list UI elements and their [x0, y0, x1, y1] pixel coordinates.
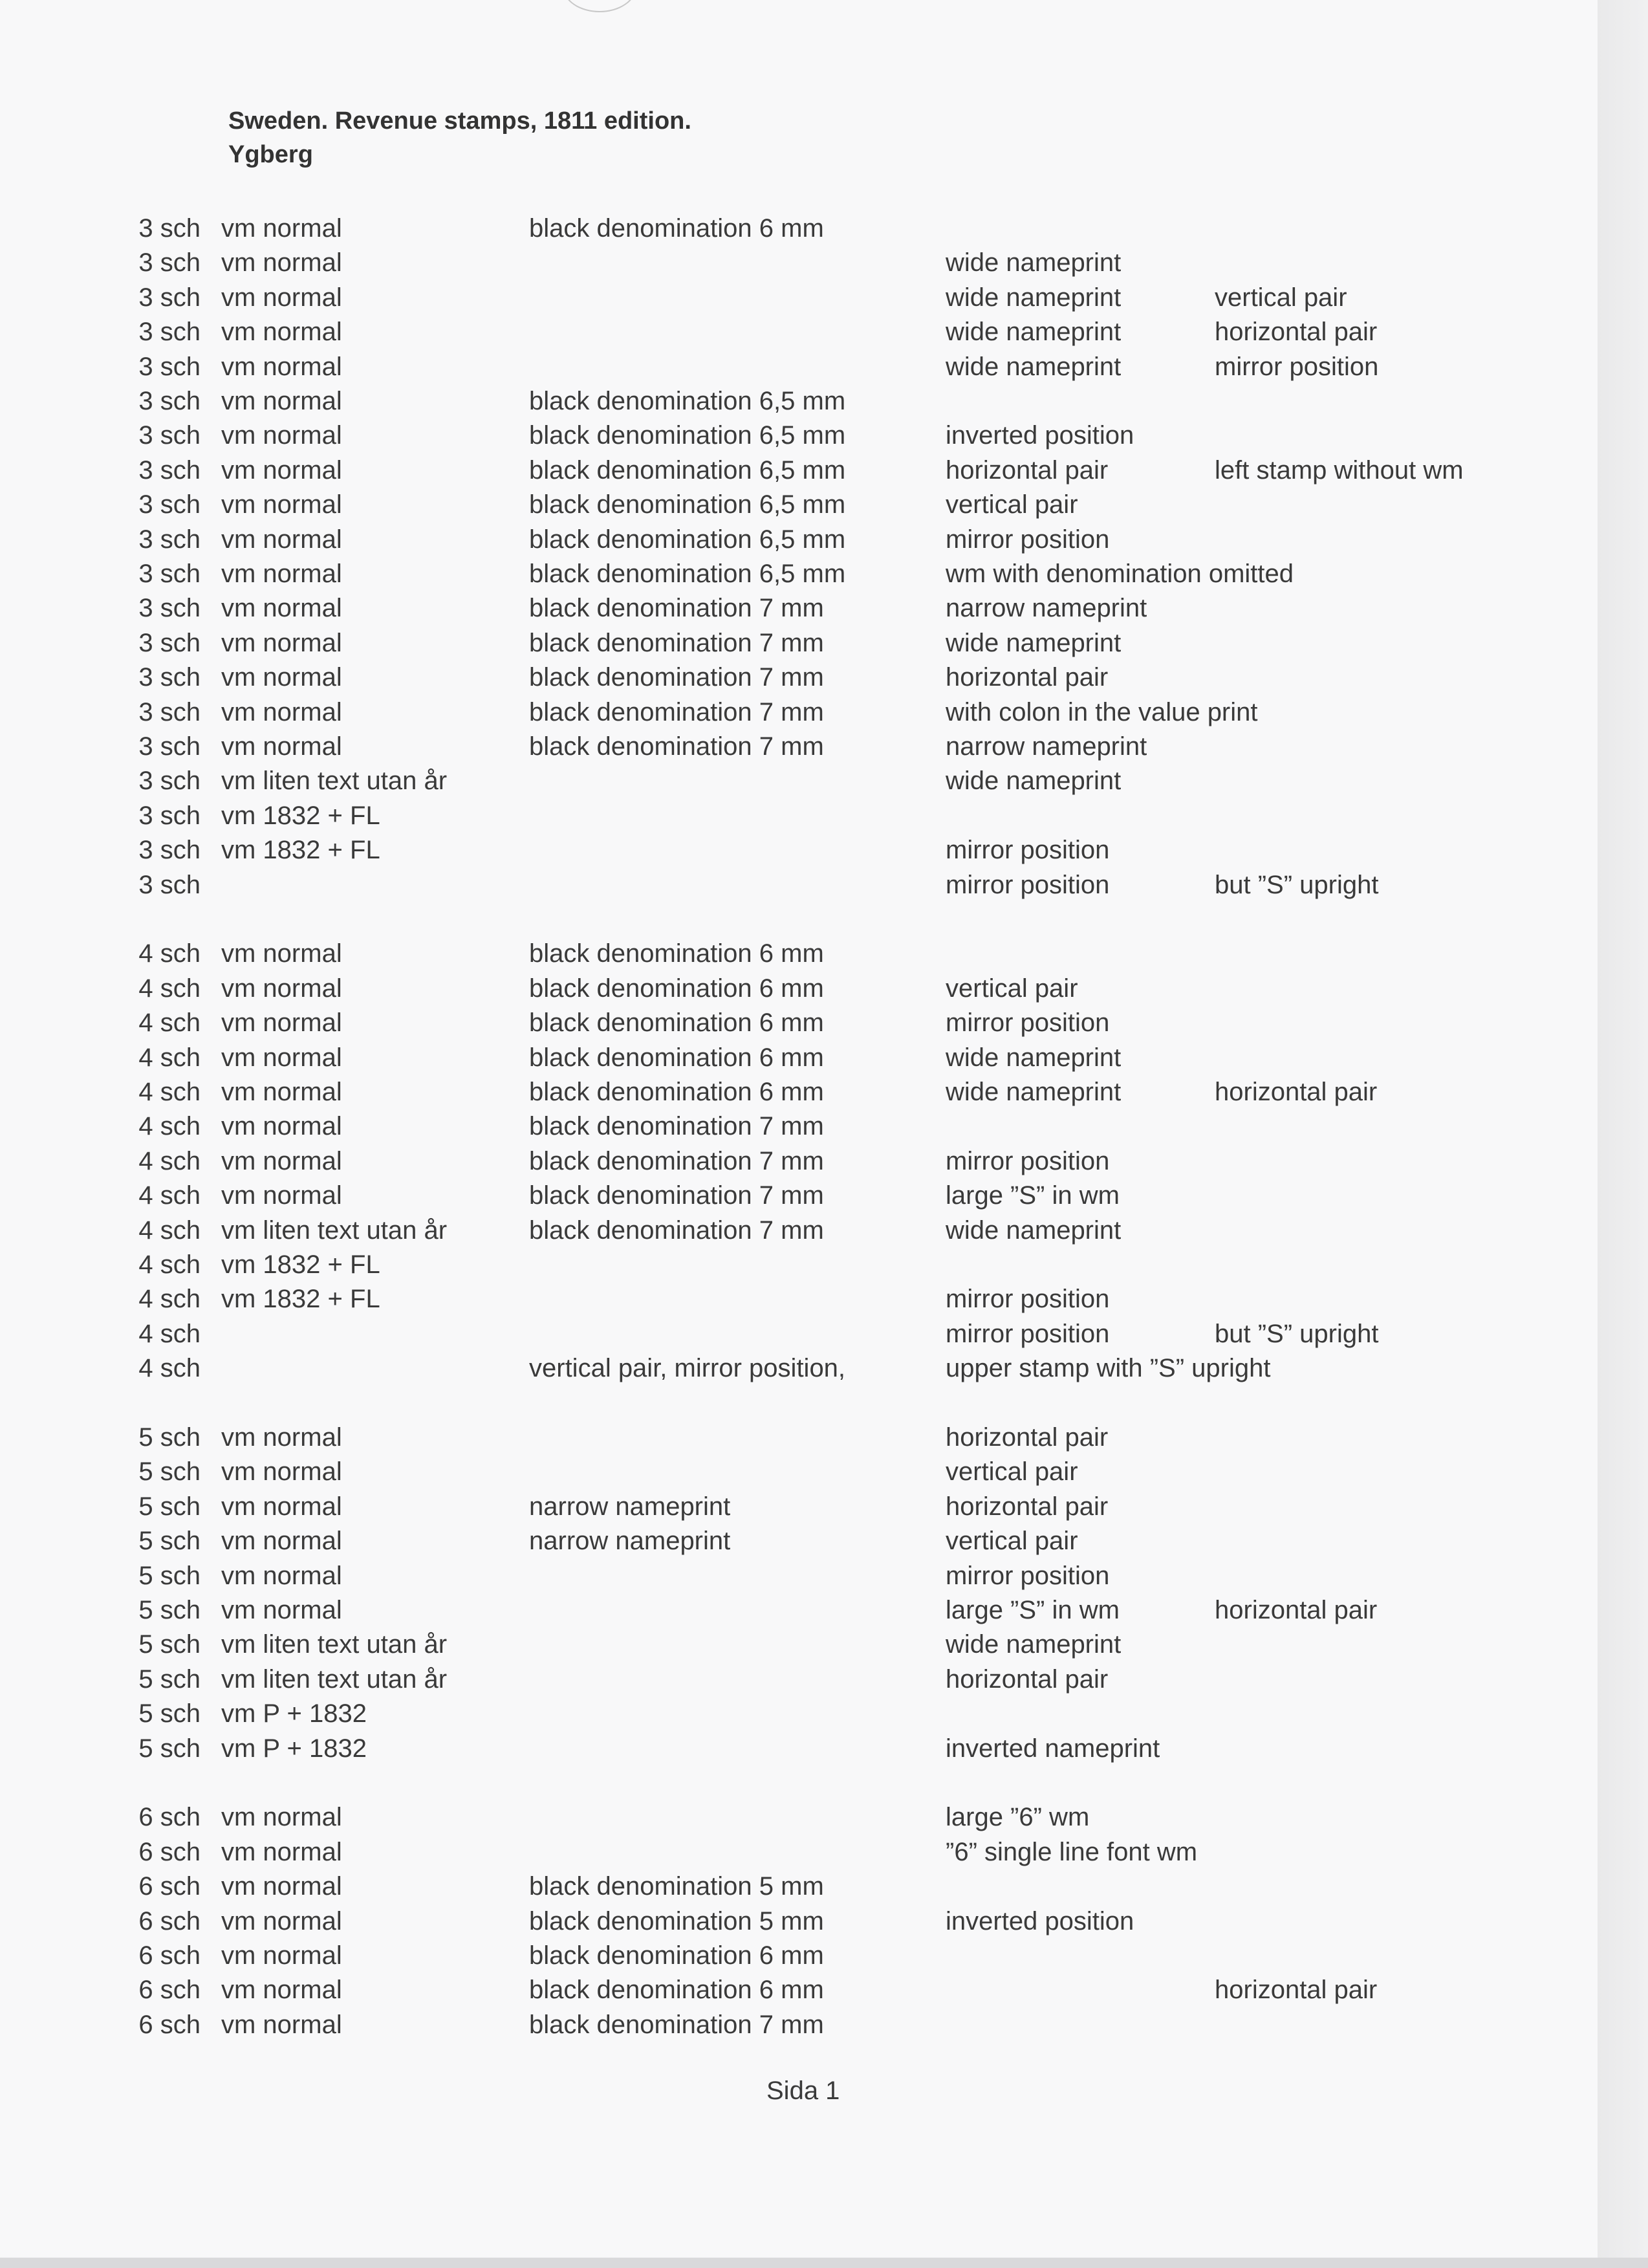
list-row [0, 1594, 1598, 1626]
denomination-cell: 4 sch [138, 1112, 201, 1140]
denomination-cell: 3 sch [138, 801, 201, 830]
denomination-cell: 3 sch [138, 767, 201, 795]
list-row [0, 1248, 1598, 1281]
denomination-cell: 5 sch [138, 1699, 201, 1728]
denomination-cell: 4 sch [138, 1181, 201, 1210]
list-row [0, 765, 1598, 797]
variety-cell: wide nameprint [946, 1043, 1122, 1072]
watermark-cell: vm normal [221, 594, 342, 622]
watermark-cell: vm normal [221, 1457, 342, 1486]
denomination-cell: 3 sch [138, 698, 201, 726]
denomination-cell: 5 sch [138, 1527, 201, 1555]
denomination-cell: 6 sch [138, 2011, 201, 2039]
denomination-cell: 5 sch [138, 1492, 201, 1521]
print-detail-cell: black denomination 6 mm [529, 939, 824, 968]
variety-cell: inverted position [946, 1907, 1134, 1935]
denomination-cell: 4 sch [138, 1250, 201, 1279]
watermark-cell: vm normal [221, 698, 342, 726]
denomination-cell: 6 sch [138, 1838, 201, 1866]
list-row [0, 454, 1598, 486]
list-row [0, 1352, 1598, 1384]
variety-cell: vertical pair [946, 974, 1078, 1003]
variety-cell: inverted position [946, 421, 1134, 450]
list-row [0, 1939, 1598, 1972]
list-row [0, 730, 1598, 763]
watermark-cell: vm normal [221, 1527, 342, 1555]
print-detail-cell: black denomination 6,5 mm [529, 490, 846, 519]
list-row [0, 316, 1598, 348]
watermark-cell: vm normal [221, 1492, 342, 1521]
watermark-cell: vm 1832 + FL [221, 1285, 380, 1313]
watermark-cell: vm normal [221, 1078, 342, 1106]
print-detail-cell: black denomination 5 mm [529, 1872, 824, 1901]
variety-cell: wide nameprint [946, 1630, 1122, 1659]
denomination-cell: 3 sch [138, 456, 201, 485]
denomination-cell: 5 sch [138, 1630, 201, 1659]
variety-cell: vertical pair [946, 1527, 1078, 1555]
watermark-cell: vm normal [221, 560, 342, 588]
scan-edge-right [1598, 0, 1648, 2268]
variety-cell: wide nameprint [946, 353, 1122, 381]
variety-cell: large ”6” wm [946, 1803, 1090, 1831]
variety-cell: large ”S” in wm [946, 1181, 1120, 1210]
watermark-cell: vm normal [221, 1112, 342, 1140]
print-detail-cell: black denomination 6,5 mm [529, 525, 846, 554]
variety-cell: horizontal pair [946, 663, 1109, 692]
watermark-cell: vm normal [221, 214, 342, 243]
denomination-cell: 3 sch [138, 353, 201, 381]
variety-cell: wm with denomination omitted [946, 560, 1294, 588]
note-cell: vertical pair [1215, 283, 1347, 312]
list-row [0, 800, 1598, 832]
list-row [0, 281, 1598, 314]
watermark-cell: vm 1832 + FL [221, 801, 380, 830]
list-row [0, 1732, 1598, 1765]
watermark-cell: vm normal [221, 456, 342, 485]
variety-cell: wide nameprint [946, 318, 1122, 346]
variety-cell: wide nameprint [946, 1078, 1122, 1106]
denomination-cell: 3 sch [138, 663, 201, 692]
list-row [0, 523, 1598, 556]
watermark-cell: vm liten text utan år [221, 1630, 448, 1659]
denomination-cell: 5 sch [138, 1734, 201, 1763]
variety-cell: mirror position [946, 1562, 1110, 1590]
print-detail-cell: black denomination 6,5 mm [529, 456, 846, 485]
variety-cell: inverted nameprint [946, 1734, 1160, 1763]
print-detail-cell: black denomination 6,5 mm [529, 387, 846, 415]
list-row [0, 696, 1598, 728]
print-detail-cell: black denomination 7 mm [529, 629, 824, 657]
scan-edge-bottom [0, 2258, 1648, 2268]
list-row [0, 1697, 1598, 1730]
denomination-cell: 3 sch [138, 560, 201, 588]
list-row [0, 1974, 1598, 2006]
watermark-cell: vm normal [221, 974, 342, 1003]
watermark-cell: vm normal [221, 1907, 342, 1935]
list-row [0, 937, 1598, 970]
denomination-cell: 3 sch [138, 318, 201, 346]
note-cell: horizontal pair [1215, 1976, 1378, 2004]
note-cell: horizontal pair [1215, 318, 1378, 346]
list-row [0, 1767, 1598, 1799]
list-row [0, 246, 1598, 279]
watermark-cell: vm normal [221, 1043, 342, 1072]
print-detail-cell: black denomination 7 mm [529, 1112, 824, 1140]
list-row [0, 1525, 1598, 1557]
list-row [0, 1801, 1598, 1833]
list-row [0, 1179, 1598, 1212]
list-row [0, 1041, 1598, 1074]
list-row [0, 1628, 1598, 1661]
denomination-cell: 5 sch [138, 1423, 201, 1452]
denomination-cell: 4 sch [138, 1320, 201, 1348]
watermark-cell: vm normal [221, 283, 342, 312]
watermark-cell: vm normal [221, 353, 342, 381]
list-row [0, 1836, 1598, 1868]
print-detail-cell: narrow nameprint [529, 1527, 731, 1555]
denomination-cell: 6 sch [138, 1803, 201, 1831]
print-detail-cell: black denomination 6 mm [529, 1078, 824, 1106]
print-detail-cell: black denomination 7 mm [529, 1181, 824, 1210]
list-row [0, 1283, 1598, 1315]
print-detail-cell: black denomination 6 mm [529, 1043, 824, 1072]
watermark-cell: vm normal [221, 1423, 342, 1452]
watermark-cell: vm normal [221, 387, 342, 415]
denomination-cell: 6 sch [138, 1941, 201, 1970]
list-row [0, 1076, 1598, 1108]
variety-cell: mirror position [946, 1147, 1110, 1175]
print-detail-cell: black denomination 7 mm [529, 1216, 824, 1245]
list-row [0, 1560, 1598, 1592]
watermark-cell: vm liten text utan år [221, 1665, 448, 1694]
document-title: Sweden. Revenue stamps, 1811 edition. [228, 107, 691, 135]
variety-cell: vertical pair [946, 1457, 1078, 1486]
variety-cell: mirror position [946, 836, 1110, 864]
watermark-cell: vm normal [221, 525, 342, 554]
denomination-cell: 5 sch [138, 1665, 201, 1694]
variety-cell: horizontal pair [946, 456, 1109, 485]
denomination-cell: 3 sch [138, 248, 201, 277]
variety-cell: wide nameprint [946, 767, 1122, 795]
watermark-cell: vm normal [221, 1838, 342, 1866]
list-row [0, 1456, 1598, 1488]
variety-cell: vertical pair [946, 490, 1078, 519]
list-row [0, 212, 1598, 245]
denomination-cell: 3 sch [138, 490, 201, 519]
denomination-cell: 4 sch [138, 1216, 201, 1245]
note-cell: horizontal pair [1215, 1596, 1378, 1624]
note-cell: left stamp without wm [1215, 456, 1464, 485]
watermark-cell: vm normal [221, 1009, 342, 1037]
watermark-cell: vm normal [221, 2011, 342, 2039]
watermark-cell: vm normal [221, 490, 342, 519]
watermark-cell: vm normal [221, 421, 342, 450]
list-row [0, 627, 1598, 659]
watermark-cell: vm 1832 + FL [221, 1250, 380, 1279]
denomination-cell: 3 sch [138, 629, 201, 657]
denomination-cell: 5 sch [138, 1562, 201, 1590]
watermark-cell: vm normal [221, 248, 342, 277]
list-row [0, 903, 1598, 935]
variety-cell: mirror position [946, 1285, 1110, 1313]
denomination-cell: 4 sch [138, 974, 201, 1003]
variety-cell: wide nameprint [946, 283, 1122, 312]
variety-cell: upper stamp with ”S” upright [946, 1354, 1271, 1382]
print-detail-cell: vertical pair, mirror position, [529, 1354, 846, 1382]
watermark-cell: vm normal [221, 732, 342, 761]
variety-cell: horizontal pair [946, 1665, 1109, 1694]
variety-cell: mirror position [946, 525, 1110, 554]
denomination-cell: 3 sch [138, 871, 201, 899]
denomination-cell: 3 sch [138, 283, 201, 312]
print-detail-cell: black denomination 6 mm [529, 974, 824, 1003]
print-detail-cell: black denomination 7 mm [529, 663, 824, 692]
denomination-cell: 3 sch [138, 594, 201, 622]
denomination-cell: 3 sch [138, 387, 201, 415]
document-subtitle: Ygberg [228, 141, 313, 168]
denomination-cell: 6 sch [138, 1907, 201, 1935]
variety-cell: wide nameprint [946, 248, 1122, 277]
variety-cell: mirror position [946, 871, 1110, 899]
print-detail-cell: black denomination 6 mm [529, 214, 824, 243]
list-row [0, 351, 1598, 383]
print-detail-cell: black denomination 6 mm [529, 1941, 824, 1970]
print-detail-cell: black denomination 6 mm [529, 1976, 824, 2004]
note-cell: horizontal pair [1215, 1078, 1378, 1106]
page-number: Sida 1 [766, 2077, 840, 2105]
denomination-cell: 3 sch [138, 525, 201, 554]
list-row [0, 1145, 1598, 1177]
variety-cell: horizontal pair [946, 1492, 1109, 1521]
print-detail-cell: black denomination 7 mm [529, 732, 824, 761]
watermark-cell: vm normal [221, 1562, 342, 1590]
note-cell: mirror position [1215, 353, 1379, 381]
list-row [0, 1663, 1598, 1696]
denomination-cell: 4 sch [138, 1043, 201, 1072]
watermark-cell: vm normal [221, 1941, 342, 1970]
variety-cell: mirror position [946, 1009, 1110, 1037]
watermark-cell: vm normal [221, 663, 342, 692]
list-row [0, 419, 1598, 452]
denomination-cell: 4 sch [138, 1147, 201, 1175]
denomination-cell: 3 sch [138, 732, 201, 761]
denomination-cell: 4 sch [138, 1285, 201, 1313]
list-row [0, 972, 1598, 1005]
variety-cell: large ”S” in wm [946, 1596, 1120, 1624]
print-detail-cell: black denomination 7 mm [529, 698, 824, 726]
list-row [0, 1214, 1598, 1247]
print-detail-cell: black denomination 7 mm [529, 594, 824, 622]
watermark-cell: vm normal [221, 1976, 342, 2004]
list-row [0, 834, 1598, 866]
list-row [0, 1490, 1598, 1523]
watermark-cell: vm normal [221, 1596, 342, 1624]
list-row [0, 869, 1598, 901]
denomination-cell: 5 sch [138, 1596, 201, 1624]
list-row [0, 1905, 1598, 1937]
watermark-cell: vm normal [221, 1803, 342, 1831]
watermark-cell: vm P + 1832 [221, 1699, 367, 1728]
note-cell: but ”S” upright [1215, 871, 1379, 899]
denomination-cell: 3 sch [138, 836, 201, 864]
print-detail-cell: black denomination 7 mm [529, 2011, 824, 2039]
watermark-cell: vm 1832 + FL [221, 836, 380, 864]
note-cell: but ”S” upright [1215, 1320, 1379, 1348]
list-row [0, 661, 1598, 693]
list-row [0, 2009, 1598, 2041]
watermark-cell: vm normal [221, 1181, 342, 1210]
denomination-cell: 4 sch [138, 1354, 201, 1382]
denomination-cell: 4 sch [138, 1009, 201, 1037]
list-row [0, 558, 1598, 590]
variety-cell: ”6” single line font wm [946, 1838, 1198, 1866]
denomination-cell: 3 sch [138, 214, 201, 243]
variety-cell: mirror position [946, 1320, 1110, 1348]
watermark-cell: vm liten text utan år [221, 1216, 448, 1245]
watermark-cell: vm normal [221, 1872, 342, 1901]
variety-cell: narrow nameprint [946, 594, 1147, 622]
denomination-cell: 6 sch [138, 1872, 201, 1901]
denomination-cell: 3 sch [138, 421, 201, 450]
list-row [0, 488, 1598, 521]
variety-cell: narrow nameprint [946, 732, 1147, 761]
variety-cell: wide nameprint [946, 1216, 1122, 1245]
watermark-cell: vm P + 1832 [221, 1734, 367, 1763]
list-row [0, 592, 1598, 624]
watermark-cell: vm normal [221, 939, 342, 968]
denomination-cell: 6 sch [138, 1976, 201, 2004]
print-detail-cell: black denomination 6,5 mm [529, 560, 846, 588]
print-detail-cell: black denomination 6,5 mm [529, 421, 846, 450]
variety-cell: wide nameprint [946, 629, 1122, 657]
variety-cell: with colon in the value print [946, 698, 1258, 726]
denomination-cell: 4 sch [138, 939, 201, 968]
denomination-cell: 4 sch [138, 1078, 201, 1106]
list-row [0, 1421, 1598, 1454]
print-detail-cell: black denomination 6 mm [529, 1009, 824, 1037]
denomination-cell: 5 sch [138, 1457, 201, 1486]
list-row [0, 1870, 1598, 1903]
list-row [0, 385, 1598, 417]
list-row [0, 1007, 1598, 1039]
print-detail-cell: narrow nameprint [529, 1492, 731, 1521]
watermark-cell: vm normal [221, 318, 342, 346]
watermark-cell: vm normal [221, 629, 342, 657]
list-row [0, 1387, 1598, 1419]
variety-cell: horizontal pair [946, 1423, 1109, 1452]
watermark-cell: vm liten text utan år [221, 767, 448, 795]
watermark-cell: vm normal [221, 1147, 342, 1175]
list-row [0, 1110, 1598, 1142]
print-detail-cell: black denomination 7 mm [529, 1147, 824, 1175]
print-detail-cell: black denomination 5 mm [529, 1907, 824, 1935]
list-row [0, 1318, 1598, 1350]
